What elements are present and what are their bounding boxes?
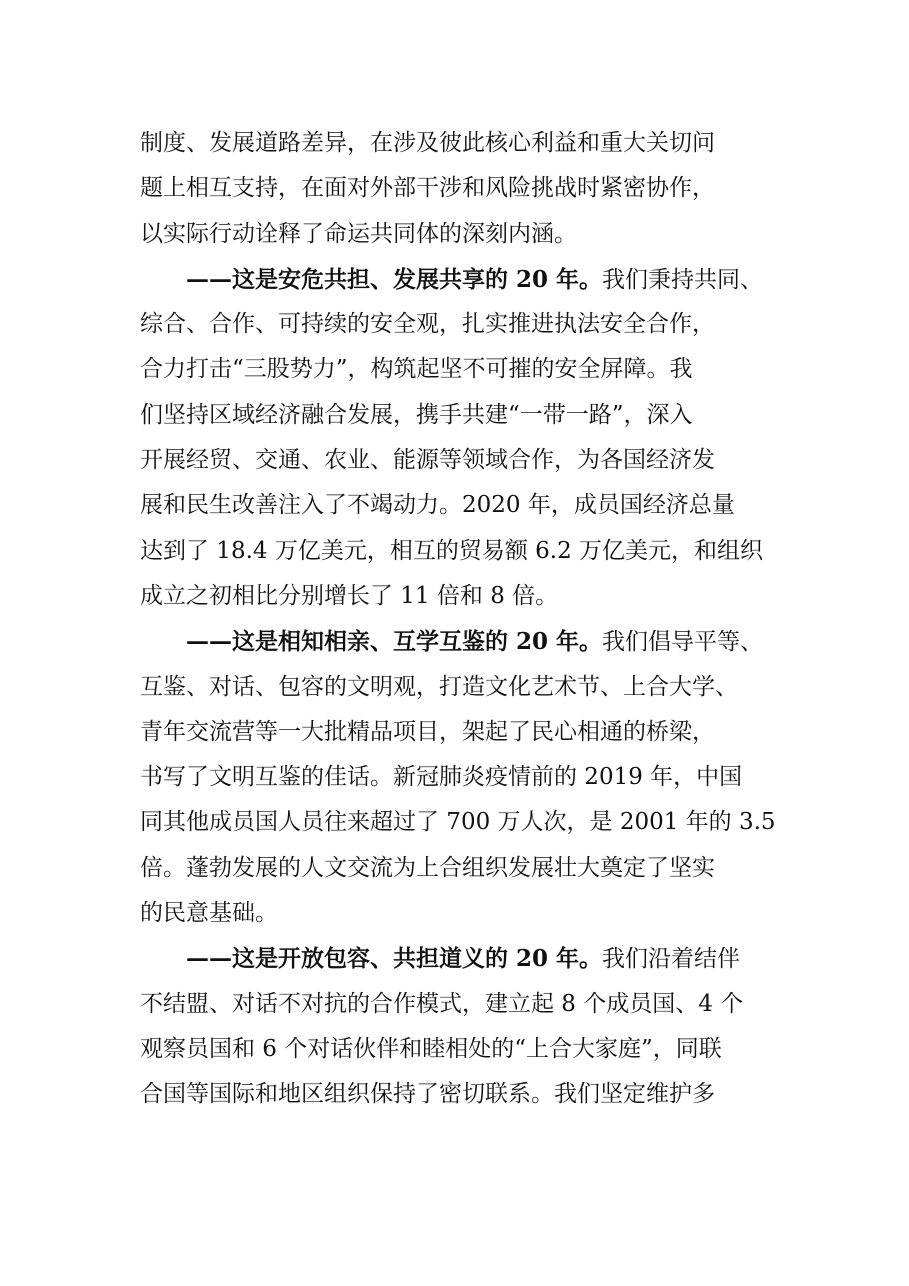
text-line: 达到了 18.4 万亿美元，相互的贸易额 6.2 万亿美元，和组织 [140, 537, 764, 564]
text-line: 们坚持区域经济融合发展，携手共建“一带一路”，深入 [140, 401, 693, 428]
paragraph-first-line-text: 我们沿着结伴 [602, 946, 741, 973]
text-line: 题上相互支持，在面对外部干涉和风险挑战时紧密协作， [140, 175, 715, 202]
text-line: 青年交流营等一大批精品项目，架起了民心相通的桥梁， [140, 718, 715, 745]
text-line: 综合、合作、可持续的安全观，扎实推进执法安全合作， [140, 311, 715, 338]
text-line: 书写了文明互鉴的佳话。新冠肺炎疫情前的 2019 年，中国 [140, 764, 743, 791]
paragraph-heading: ——这是安危共担、发展共享的 20 年。 [186, 265, 603, 293]
text-line: 制度、发展道路差异，在涉及彼此核心利益和重大关切问 [140, 130, 715, 156]
text-line: 观察员国和 6 个对话伙伴和睦相处的“上合大家庭”，同联 [140, 1035, 722, 1062]
paragraph-first-line [140, 936, 780, 981]
paragraph-heading: ——这是开放包容、共担道义的 20 年。 [186, 945, 603, 973]
paragraph-first-line-text: 我们秉持共同、 [602, 266, 764, 293]
text-line: 互鉴、对话、包容的文明观，打造文化艺术节、上合大学、 [140, 673, 738, 700]
text-line: 以实际行动诠释了命运共同体的深刻内涵。 [140, 220, 577, 247]
text-line: 开展经贸、交通、农业、能源等领域合作，为各国经济发 [140, 447, 715, 474]
text-line: 成立之初相比分别增长了 11 倍和 8 倍。 [140, 582, 559, 609]
paragraph-first-line [140, 257, 780, 302]
text-line: 不结盟、对话不对抗的合作模式，建立起 8 个成员国、4 个 [140, 990, 744, 1017]
paragraph-heading: ——这是相知相亲、互学互鉴的 20 年。 [186, 628, 603, 656]
text-line: 合国等国际和地区组织保持了密切联系。我们坚定维护多 [140, 1081, 715, 1108]
text-line: 的民意基础。 [140, 900, 278, 927]
paragraph-first-line [140, 619, 780, 664]
paragraph-first-line-text: 我们倡导平等、 [602, 629, 764, 656]
body-text [140, 121, 780, 1118]
text-line: 合力打击“三股势力”，构筑起坚不可摧的安全屏障。我 [140, 356, 693, 383]
text-line: 倍。蓬勃发展的人文交流为上合组织发展壮大奠定了坚实 [140, 854, 715, 881]
text-line: 同其他成员国人员往来超过了 700 万人次，是 2001 年的 3.5 [140, 809, 776, 836]
text-line: 展和民生改善注入了不竭动力。2020 年，成员国经济总量 [140, 492, 735, 519]
